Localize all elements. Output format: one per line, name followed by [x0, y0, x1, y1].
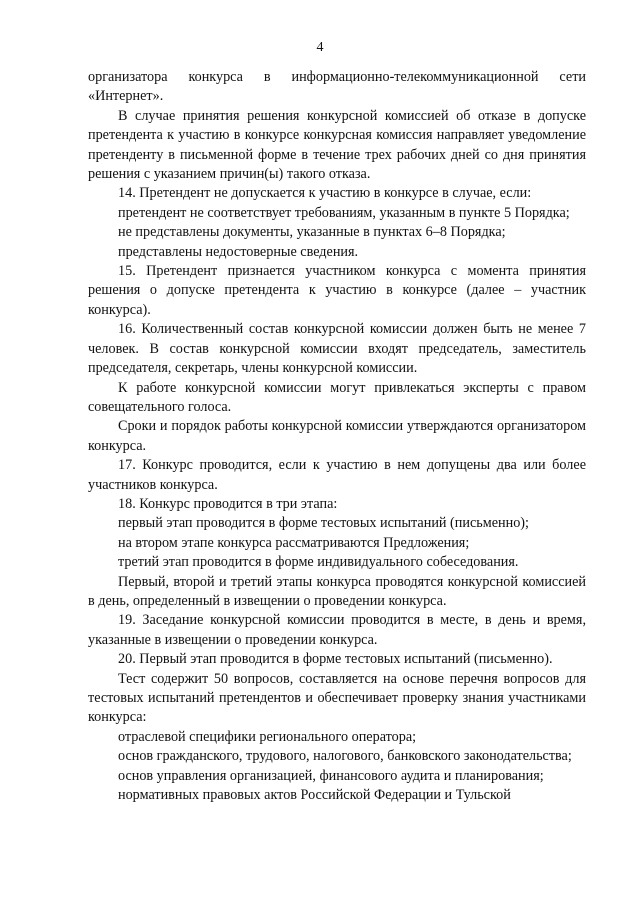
paragraph: нормативных правовых актов Российской Федерации и Тульской	[118, 787, 511, 804]
paragraph: отраслевой специфики регионального оператора;	[118, 728, 417, 745]
paragraph: Первый, второй и третий этапы конкурса проводятся конкурсной комиссией в день, определенный в извещении о проведении конкурса.	[88, 573, 586, 609]
paragraph: третий этап проводится в форме индивидуального собеседования.	[118, 554, 519, 571]
paragraph: Тест содержит 50 вопросов, составляется на основе перечня вопросов для тестовых испытаний претендентов и обеспечивает проверку знания участниками конкурса:	[88, 670, 586, 726]
paragraph: 19. Заседание конкурсной комиссии проводится в месте, в день и время, указанные в извещении о проведении конкурса.	[88, 612, 586, 648]
paragraph: 16. Количественный состав конкурсной комиссии должен быть не менее 7 человек. В состав конкурсной комиссии входят председатель, заместитель председателя, секретарь, члены конкурсной комиссии.	[88, 321, 586, 377]
paragraph: В случае принятия решения конкурсной комиссией об отказе в допуске претендента к участию в конкурсе конкурсная комиссия направляет уведомление претенденту в письменной форме в течение трех рабочих дней со дня принятия решения с указанием причин(ы) такого отказа.	[88, 107, 586, 183]
paragraph: 15. Претендент признается участником конкурса с момента принятия решения о допуске претендента к участию в конкурсе (далее – участник конкурса).	[88, 263, 586, 318]
paragraph: 14. Претендент не допускается к участию в конкурсе в случае, если:	[118, 185, 532, 202]
paragraph: 20. Первый этап проводится в форме тестовых испытаний (письменно).	[118, 651, 553, 668]
page-number: 4	[316, 40, 324, 55]
paragraph: Сроки и порядок работы конкурсной комиссии утверждаются организатором конкурса.	[88, 418, 586, 454]
paragraph: основ гражданского, трудового, налогового, банковского законодательства;	[118, 748, 572, 765]
paragraph: К работе конкурсной комиссии могут привлекаться эксперты с правом совещательного голоса.	[88, 379, 586, 415]
paragraph: 17. Конкурс проводится, если к участию в нем допущены два или более участников конкурса.	[88, 457, 586, 493]
paragraph: 18. Конкурс проводится в три этапа:	[118, 495, 338, 512]
paragraph: основ управления организацией, финансового аудита и планирования;	[118, 767, 544, 784]
paragraph: на втором этапе конкурса рассматриваются Предложения;	[118, 534, 470, 551]
paragraph: не представлены документы, указанные в пунктах 6–8 Порядка;	[118, 224, 506, 241]
document-body	[88, 68, 586, 805]
paragraph: организатора конкурса в информационно-телекоммуникационной сети «Интернет».	[88, 69, 586, 105]
paragraph: первый этап проводится в форме тестовых испытаний (письменно);	[118, 515, 529, 532]
paragraph: претендент не соответствует требованиям, указанным в пункте 5 Порядка;	[118, 204, 570, 221]
paragraph: представлены недостоверные сведения.	[118, 243, 359, 260]
